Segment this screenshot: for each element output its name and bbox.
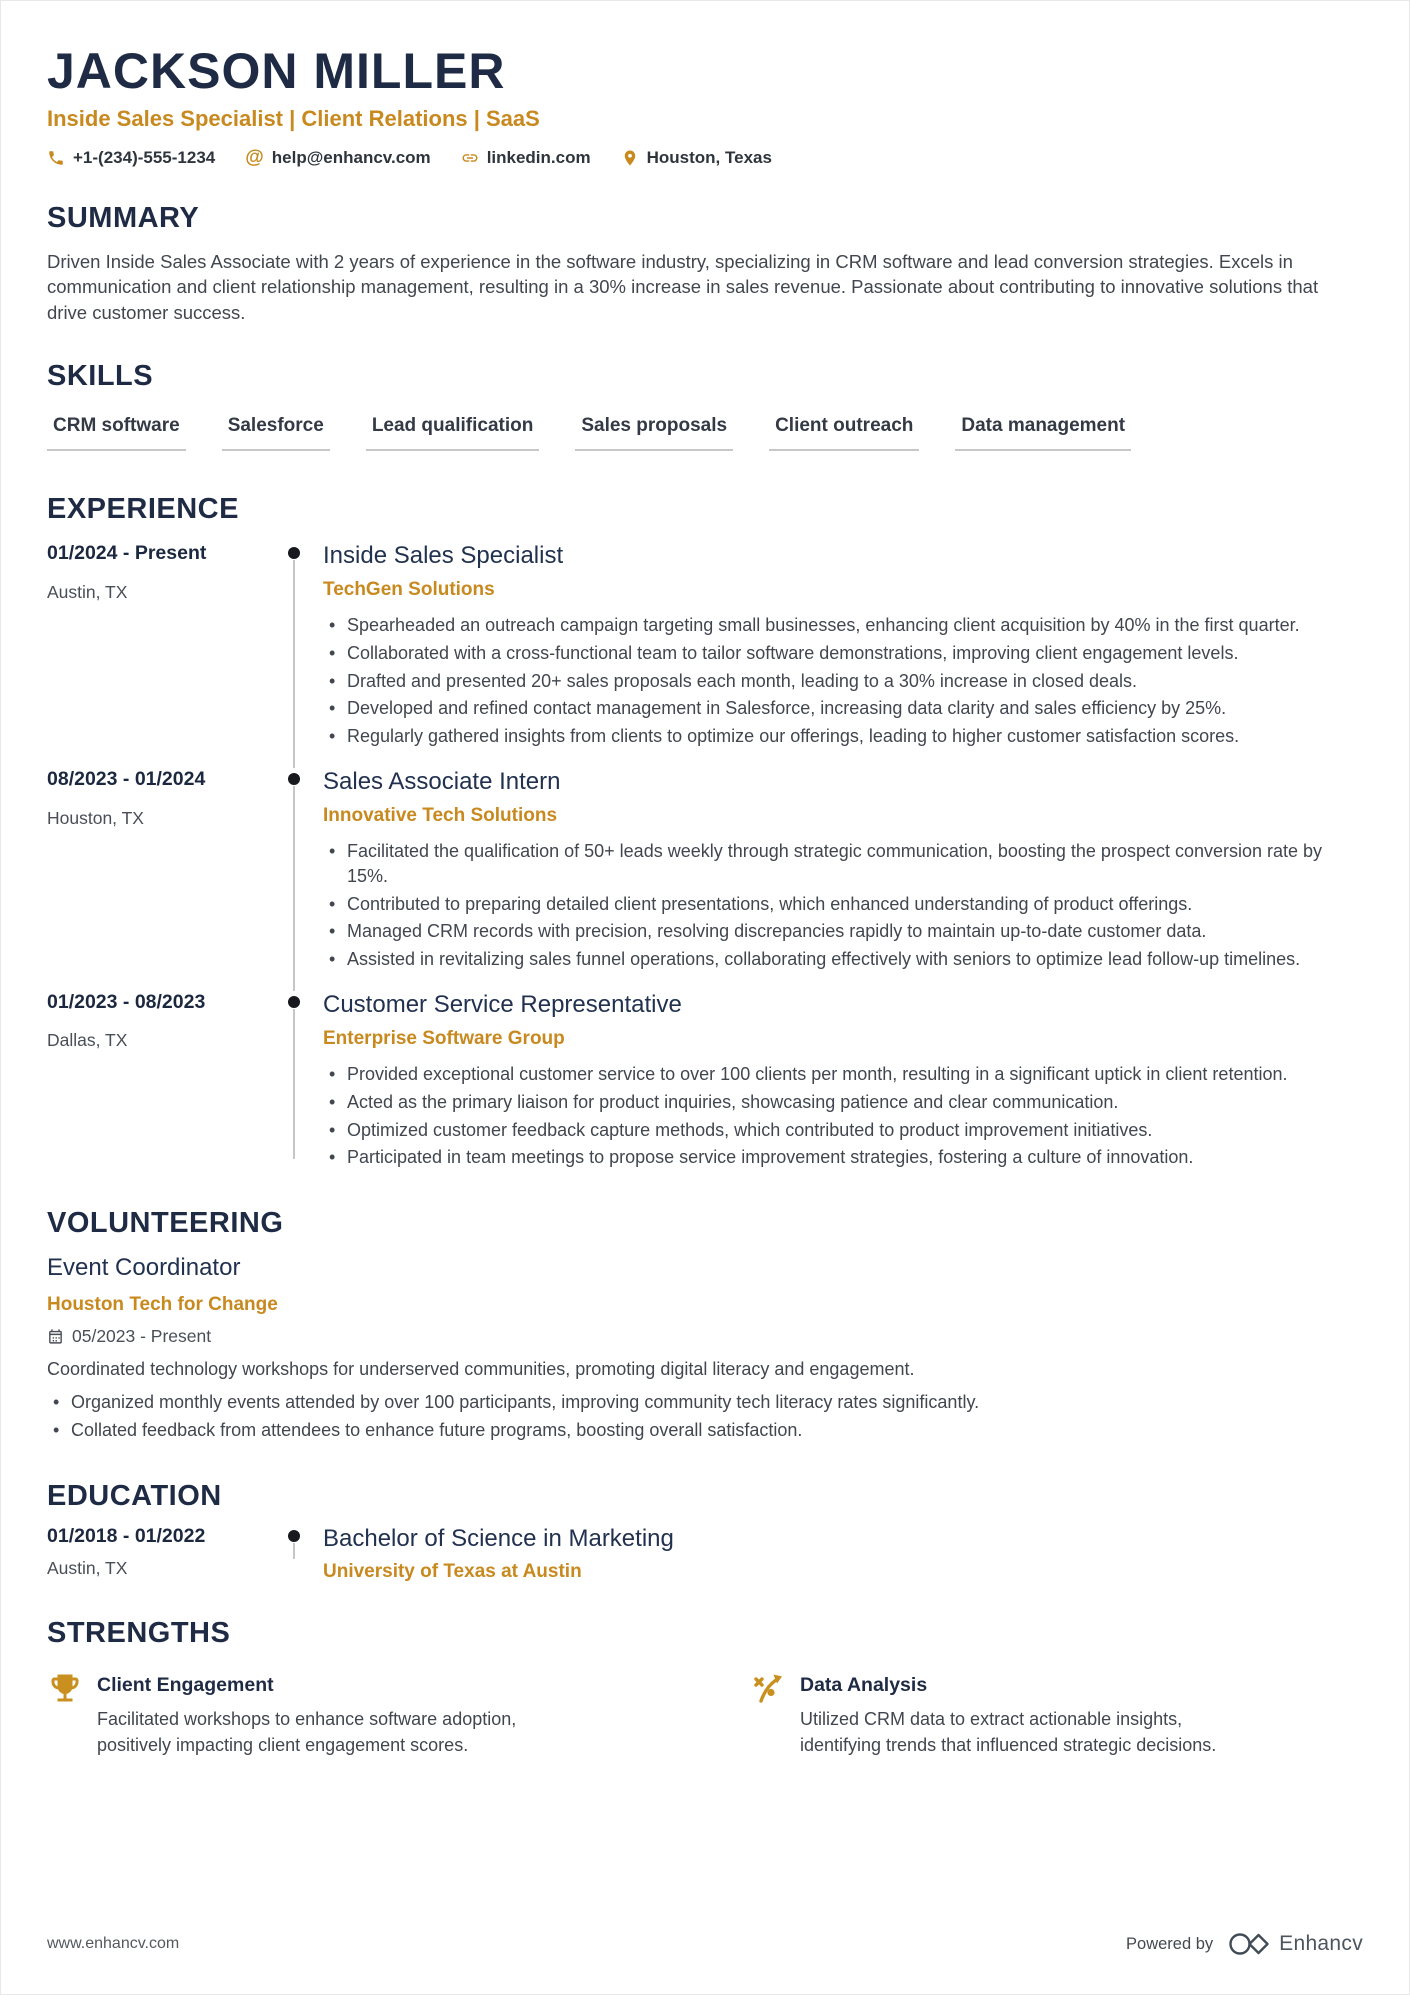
experience-heading: EXPERIENCE (47, 493, 239, 526)
summary-text: Driven Inside Sales Associate with 2 years of experience in the software industry, specializing in CRM software and lead conversion strategies. Excels in communication and client relationship management, resulting in a 30% increase in sales revenue. Passionate about contributing to innovative solutions that drive customer success. (47, 250, 1319, 324)
volunteer-bullet: • Organized monthly events attended by over 100 participants, improving community tech literacy rates significantly. (47, 1390, 1363, 1415)
job-bullet: • Assisted in revitalizing sales funnel operations, collaborating effectively with seniors to optimize lead follow-up timelines. (323, 947, 1363, 972)
skill-tag: Sales proposals (575, 415, 733, 451)
volunteer-dates-text: 05/2023 - Present (72, 1326, 212, 1347)
timeline-dot-icon (288, 996, 300, 1008)
experience-location: Austin, TX (47, 581, 128, 602)
job-bullet: • Managed CRM records with precision, resolving discrepancies rapidly to maintain up-to-date customer data. (323, 919, 1363, 944)
strengths-grid (47, 1670, 1363, 1757)
timeline-line (293, 560, 295, 768)
strength-text: Facilitated workshops to enhance software adoption, positively impacting client engagement scores. (97, 1709, 517, 1755)
timeline-line (293, 786, 295, 991)
at-icon: @ (245, 147, 264, 168)
experience-entry-body (323, 991, 1363, 1173)
candidate-headline: Inside Sales Specialist | Client Relations | SaaS (47, 105, 540, 131)
education-heading: EDUCATION (47, 1479, 222, 1512)
trophy-icon (47, 1670, 95, 1757)
strength-item (47, 1670, 660, 1757)
job-bullet: • Spearheaded an outreach campaign targeting small businesses, enhancing client acquisition by 40% in the first quarter. (323, 613, 1363, 638)
strength-item (750, 1670, 1363, 1757)
experience-location: Houston, TX (47, 807, 144, 828)
experience-entry-body (323, 542, 1363, 752)
skills-row (47, 415, 1363, 451)
volunteer-role: Event Coordinator (47, 1254, 241, 1282)
powered-by-label: Powered by (1126, 1934, 1214, 1953)
job-bullet: • Drafted and presented 20+ sales proposals each month, leading to a 30% increase in closed deals. (323, 669, 1363, 694)
phone-icon (47, 149, 65, 167)
volunteer-organization: Houston Tech for Change (47, 1294, 278, 1316)
timeline (265, 991, 323, 1173)
strategy-icon (750, 1670, 798, 1757)
skill-tag: Lead qualification (366, 415, 540, 451)
contact-email[interactable] (245, 148, 430, 168)
location-pin-icon (621, 149, 639, 167)
email-address: help@enhancv.com (271, 147, 431, 167)
company-name: TechGen Solutions (323, 578, 495, 600)
timeline (265, 1525, 323, 1584)
calendar-icon (47, 1328, 64, 1345)
link-icon (461, 149, 479, 167)
strength-body (97, 1670, 660, 1757)
experience-entry-left (47, 768, 265, 975)
strength-body (800, 1670, 1363, 1757)
job-title: Inside Sales Specialist (323, 542, 564, 570)
skill-tag: CRM software (47, 415, 186, 451)
skills-heading: SKILLS (47, 360, 154, 393)
job-bullet: • Developed and refined contact management in Salesforce, increasing data clarity and sales efficiency by 25%. (323, 696, 1363, 721)
timeline-dot-icon (288, 1530, 300, 1542)
experience-entry (47, 768, 1363, 975)
timeline (265, 768, 323, 975)
job-title: Sales Associate Intern (323, 768, 561, 796)
link-text: linkedin.com (486, 147, 591, 167)
company-name: Innovative Tech Solutions (323, 804, 558, 826)
degree-title: Bachelor of Science in Marketing (323, 1524, 674, 1552)
job-bullet-list (323, 1062, 1363, 1170)
education-entry (47, 1525, 1363, 1584)
timeline-line (293, 1543, 295, 1559)
timeline (265, 542, 323, 752)
location-text: Houston, Texas (646, 147, 772, 167)
timeline-line (293, 1009, 295, 1159)
experience-entry (47, 542, 1363, 752)
enhancv-brand-name: Enhancv (1279, 1932, 1363, 1955)
footer-branding (1126, 1930, 1363, 1958)
education-section (47, 1480, 1363, 1584)
job-bullet: • Optimized customer feedback capture methods, which contributed to product improvement initiatives. (323, 1118, 1363, 1143)
experience-entry-body (323, 768, 1363, 975)
page-footer (47, 1910, 1363, 1958)
job-bullet: • Participated in team meetings to propose service improvement strategies, fostering a culture of innovation. (323, 1145, 1363, 1170)
strength-title: Data Analysis (800, 1674, 928, 1697)
experience-section (47, 493, 1363, 1173)
candidate-name: JACKSON MILLER (47, 43, 506, 99)
experience-dates: 01/2024 - Present (47, 542, 207, 565)
resume-header (47, 45, 1363, 168)
job-bullet: • Acted as the primary liaison for product inquiries, showcasing patience and clear communication. (323, 1090, 1363, 1115)
volunteer-dates (47, 1326, 1363, 1347)
experience-entry (47, 991, 1363, 1173)
volunteering-section (47, 1207, 1363, 1445)
job-bullet: • Regularly gathered insights from clients to optimize our offerings, leading to higher customer satisfaction scores. (323, 724, 1363, 749)
education-location: Austin, TX (47, 1558, 128, 1579)
timeline-dot-icon (288, 547, 300, 559)
company-name: Enterprise Software Group (323, 1027, 565, 1049)
education-entry-body (323, 1525, 1363, 1584)
experience-dates: 01/2023 - 08/2023 (47, 991, 206, 1014)
job-bullet: • Collaborated with a cross-functional team to tailor software demonstrations, improving client engagement levels. (323, 641, 1363, 666)
job-title: Customer Service Representative (323, 991, 682, 1019)
job-bullet: • Contributed to preparing detailed client presentations, which enhanced understanding of product offerings. (323, 892, 1363, 917)
enhancv-logo-icon (1227, 1930, 1273, 1958)
volunteer-bullet-list (47, 1390, 1363, 1443)
timeline-dot-icon (288, 773, 300, 785)
school-name: University of Texas at Austin (323, 1561, 582, 1583)
education-dates: 01/2018 - 01/2022 (47, 1524, 206, 1547)
job-bullet-list (323, 839, 1363, 972)
skill-tag: Client outreach (769, 415, 919, 451)
experience-entry-left (47, 991, 265, 1173)
volunteering-heading: VOLUNTEERING (47, 1207, 284, 1240)
job-bullet: • Provided exceptional customer service to over 100 clients per month, resulting in a significant uptick in client retention. (323, 1062, 1363, 1087)
contact-location (621, 148, 772, 168)
footer-site-link[interactable]: www.enhancv.com (47, 1935, 180, 1952)
strength-title: Client Engagement (97, 1674, 274, 1697)
strengths-heading: STRENGTHS (47, 1617, 231, 1650)
experience-location: Dallas, TX (47, 1030, 128, 1051)
education-entry-left (47, 1525, 265, 1584)
enhancv-logo[interactable] (1227, 1930, 1363, 1958)
volunteer-description: Coordinated technology workshops for underserved communities, promoting digital literacy and engagement. (47, 1359, 915, 1380)
strength-text: Utilized CRM data to extract actionable insights, identifying trends that influenced strategic decisions. (800, 1709, 1217, 1755)
skill-tag: Salesforce (222, 415, 330, 451)
skill-tag: Data management (955, 415, 1131, 451)
strengths-section (47, 1617, 1363, 1757)
summary-heading: SUMMARY (47, 201, 200, 234)
skills-section (47, 360, 1363, 451)
phone-number: +1-(234)-555-1234 (73, 147, 216, 167)
experience-entry-left (47, 542, 265, 752)
contact-link[interactable] (461, 148, 591, 168)
contact-row (47, 148, 1363, 168)
volunteer-bullet: • Collated feedback from attendees to enhance future programs, boosting overall satisfaction. (47, 1418, 1363, 1443)
contact-phone (47, 148, 215, 168)
experience-dates: 08/2023 - 01/2024 (47, 768, 206, 791)
job-bullet: • Facilitated the qualification of 50+ leads weekly through strategic communication, boosting the prospect conversion rate by 15%. (323, 839, 1363, 889)
job-bullet-list (323, 613, 1363, 749)
summary-section (47, 202, 1363, 327)
